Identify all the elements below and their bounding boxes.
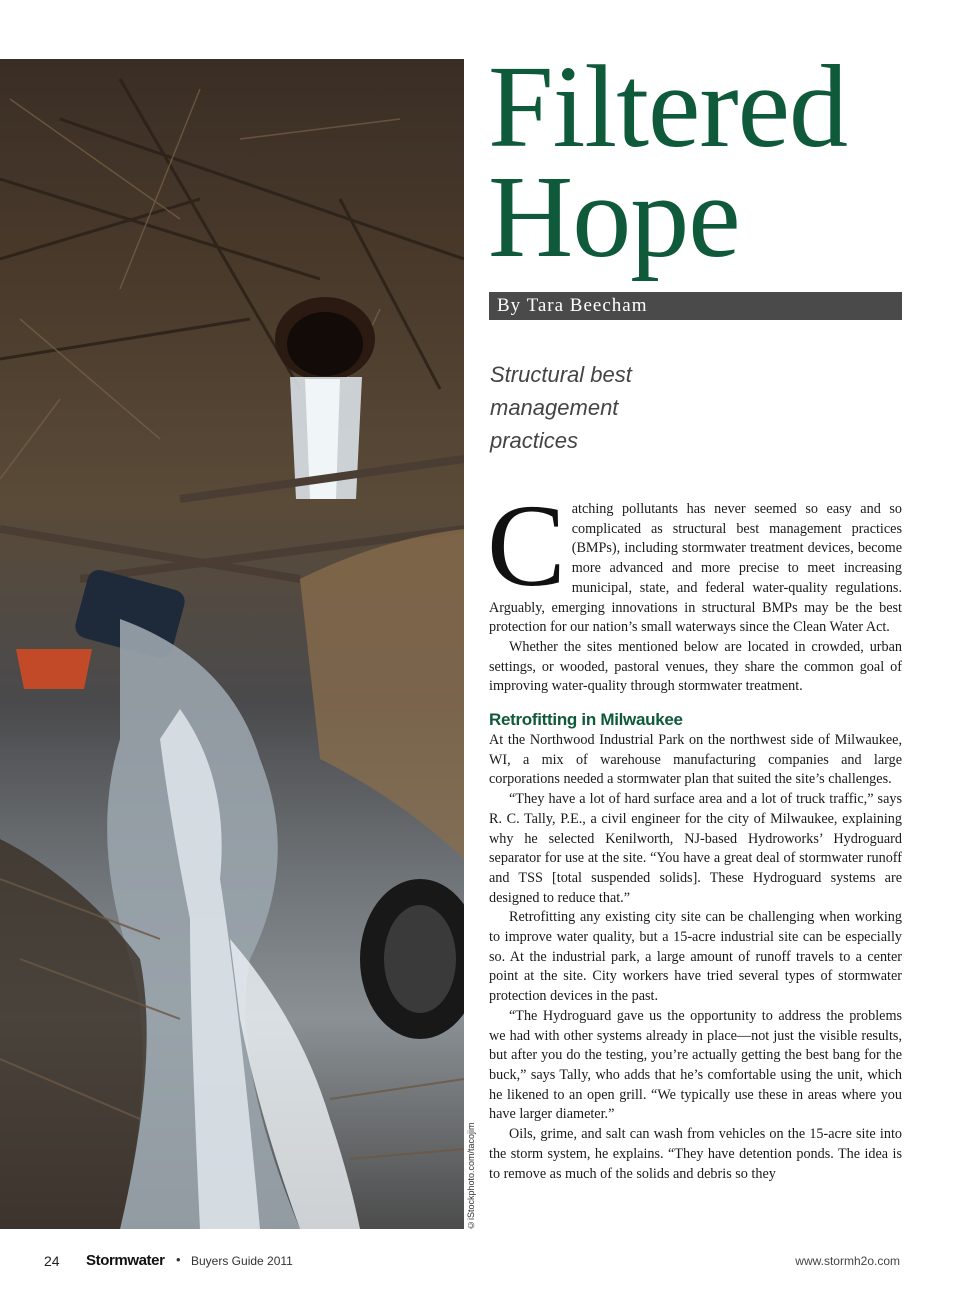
website-url: www.stormh2o.com (795, 1254, 900, 1268)
paragraph: At the Northwood Industrial Park on the northwest side of Milwaukee, WI, a mix of warehouse manufacturing companies and large corporations needed a stormwater plan that suited the site’s challenges. (489, 732, 902, 788)
page-number: 24 (44, 1253, 60, 1269)
article-subtitle (490, 358, 710, 457)
magazine-name: Stormwater (86, 1252, 165, 1269)
issue-name: Buyers Guide 2011 (191, 1254, 293, 1268)
paragraph-intro-text: atching pollutants has never seemed so easy and so complicated as structural best management practices (BMPs), including stormwater treatment devices, become more advanced and more precise to meet increasing municipal, state, and federal water-quality regulations. Arguably, emerging innovations in structural BMPs may be the best protection for our nation’s small waterways since the Clean Water Act. (489, 501, 902, 636)
subtitle-line-1: Structural best (490, 362, 632, 387)
drop-cap: C (487, 480, 566, 611)
article-body (487, 480, 902, 1184)
paragraph: Whether the sites mentioned below are located in crowded, urban settings, or wooded, pastoral venues, they share the common goal of improving water-quality through stormwater treatment. (489, 638, 902, 695)
red-basin (16, 649, 92, 689)
subtitle-line-3: practices (490, 428, 579, 453)
title-line-2: Hope (488, 151, 740, 282)
subtitle-line-2: management (490, 395, 619, 420)
paragraph: Oils, grime, and salt can wash from vehicles on the 15-acre site into the storm system, he explains. “They have detention ponds. The idea is to remove as much of the solids and debris so they (489, 1126, 902, 1182)
article-title (488, 41, 948, 282)
photo-credit: ©iStockphoto.com/tacojim (466, 1122, 476, 1230)
section-heading: Retrofitting in Milwaukee (489, 710, 683, 730)
stream-photo (0, 59, 464, 1229)
paragraph: “They have a lot of hard surface area and a lot of truck traffic,” says R. C. Tally, P.E., a civil engineer for the city of Milwaukee, explaining why he selected Kenilworth, NJ-based Hydroworks’ Hydroguard separator for use at the site. “You have a great deal of stormwater runoff and TSS [total suspended solids]. These Hydroguard systems are designed to reduce that.” (489, 791, 902, 906)
byline-bar: By Tara Beecham (489, 292, 902, 320)
paragraph: “The Hydroguard gave us the opportunity to address the problems we had with other systems already in place—not just the visible results, but after you do the testing, you’re actually getting the best bang for the buck,” says Tally, who adds that he’s comfortable using the unit, which he likened to an open grill. “We typically use these in areas where you have larger diameter.” (489, 1007, 902, 1123)
footer-bullet: • (176, 1252, 181, 1267)
title-line-1: Filtered (488, 41, 848, 172)
paragraph-intro (487, 480, 902, 638)
stream-illustration (0, 59, 464, 1229)
page-footer (0, 1250, 960, 1274)
paragraph: Retrofitting any existing city site can be challenging when working to improve water quality, but a 15-acre industrial site can be especially so. At the industrial park, a large amount of runoff travels to a center point at the site. City workers have tried several types of stormwater protection devices in the past. (489, 909, 902, 1005)
